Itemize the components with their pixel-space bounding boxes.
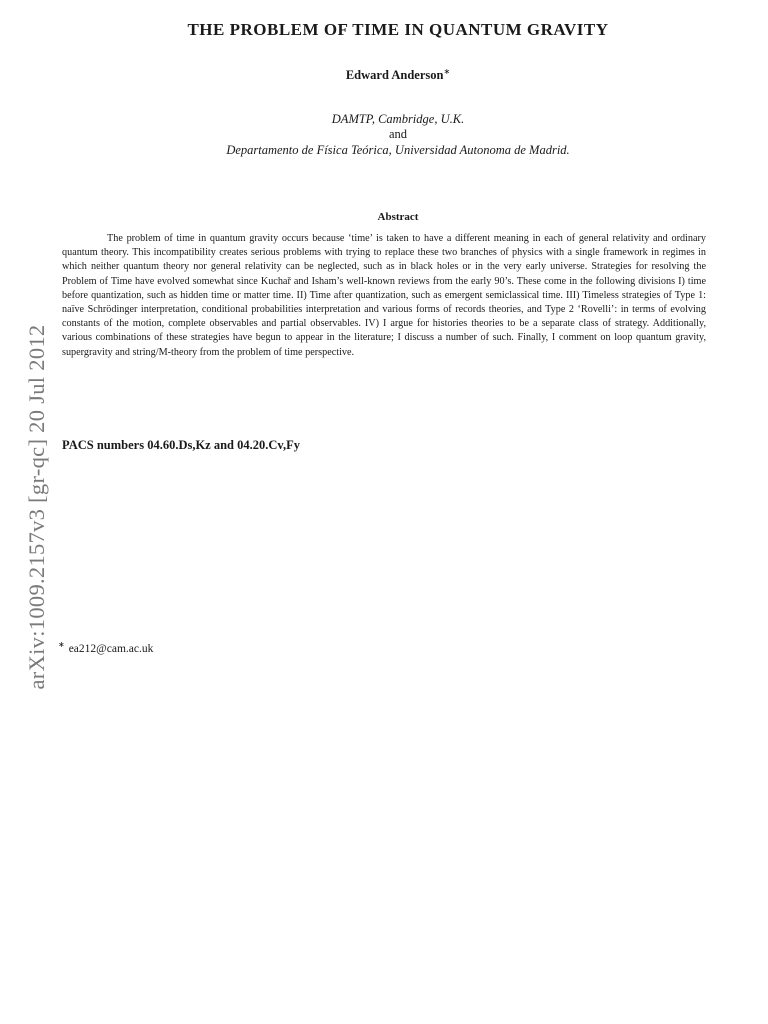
footnote [58, 640, 153, 655]
abstract-heading: Abstract [377, 211, 419, 223]
author-line [0, 67, 768, 83]
pacs-numbers: PACS numbers 04.60.Ds,Kz and 04.20.Cv,Fy [62, 438, 300, 452]
paper-title: THE PROBLEM OF TIME IN QUANTUM GRAVITY [187, 20, 609, 39]
affiliation-1: DAMTP, Cambridge, U.K. [331, 112, 465, 126]
arxiv-identifier-stamp: arXiv:1009.2157v3 [gr-qc] 20 Jul 2012 [24, 324, 49, 690]
author-name: Edward Anderson [345, 68, 444, 83]
footnote-mark: ∗ [58, 640, 65, 649]
affiliation-and: and [388, 127, 408, 141]
footnote-email: ea212@cam.ac.uk [68, 642, 154, 655]
author-footnote-mark: ∗ [443, 67, 451, 76]
abstract-body: The problem of time in quantum gravity occurs because ‘time’ is taken to have a different meaning in each of general relativity and ordinary quantum theory. This incompatibility creates serious problems with trying to replace these two branches of physics with a single framework in regimes in which neither quantum theory nor general relativity can be neglected, such as in black holes or in the very early universe. Strategies for resolving the Problem of Time have evolved somewhat since Kuchař and Isham’s well-known reviews from the early 90’s. These come in the following divisions I) time before quantization, such as hidden time or matter time. II) Time after quantization, such as emergent semiclassical time. III) Timeless strategies of Type 1: naïve Schrödinger interpretation, conditional probabilities interpretation and various forms of records theories, and Type 2 ‘Rovelli’: in terms of evolving constants of the motion, complete observables and partial observables. IV) I argue for histories theories to be a separate class of strategy. Additionally, various combinations of these strategies have begun to appear in the literature; I discuss a number of such. Finally, I comment on loop quantum gravity, supergravity and string/M-theory from the problem of time perspective. [62, 233, 706, 358]
affiliation-2: Departamento de Física Teórica, Universidad Autonoma de Madrid. [226, 143, 570, 157]
